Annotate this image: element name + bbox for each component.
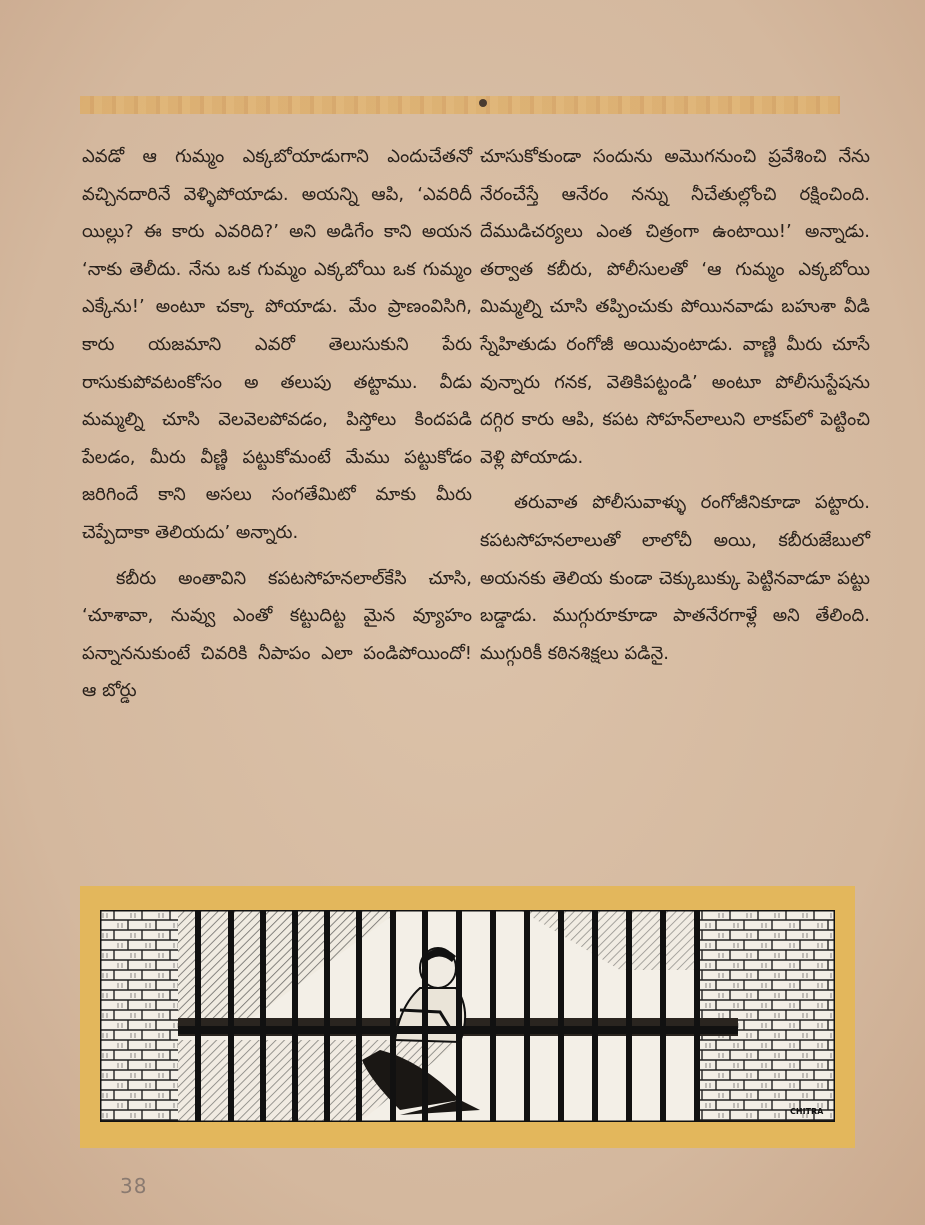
- jail-cell-illustration: [80, 886, 855, 1148]
- right-paragraph-2: తరువాత పోలీసువాళ్ళు రంగోజీనికూడా పట్టారు. కపటసోహనలాలుతో లాలోచీ అయి, కబీరుజేబులో అయనకు తెలియ కుండా చెక్కుబుక్కు పెట్టినవాడూ పట్టు బడ్డాడు. ముగ్గురూకూడా పాతనేరగాళ్లే అని తేలింది. ముగ్గురికీ కఠినశిక్షలు పడినై.: [480, 492, 870, 664]
- left-brick-wall: [100, 910, 178, 1122]
- decorative-header-band: [80, 96, 840, 114]
- artist-signature: CHITRA: [790, 1107, 824, 1116]
- right-text-column: [480, 138, 870, 672]
- jail-cell-drawing: [100, 910, 835, 1122]
- right-paragraph-1: చూసుకోకుండా సందును అమొగనుంచి ప్రవేశించి నేను నేరంచేస్తే ఆనేరం నన్ను నీచేతుల్లోంచి రక్షించింది. దేముడిచర్యలు ఎంత చిత్రంగా ఉంటాయి!’ అన్నాడు. తర్వాత కబీరు, పోలీసులతో ‘ఆ గుమ్మం ఎక్కబోయి మిమ్మల్ని చూసి తప్పించుకు పోయినవాడు బహుశా వీడి స్నేహితుడు రంగోజీ అయివుంటాడు. వాణ్ణి మీరు చూసే వున్నారు గనక, వెతికిపట్టండి’ అంటూ పోలీసుస్టేషను దగ్గిర కారు ఆపి, కపట సోహన్‌లాలుని లాకప్‌లో పెట్టించి వెళ్లి పోయాడు.: [480, 146, 870, 468]
- left-paragraph-2: కబీరు అంతావిని కపటసోహనలాల్‌కేసి చూసి, ‘చూశావా, నువ్వు ఎంతో కట్టుదిట్ట మైన వ్యూహం పన్నాననుకుంటే చివరికి నీపాపం ఎలా పండిపోయిందో! ఆ బోర్డు: [82, 567, 472, 702]
- ornament-dot: [479, 99, 487, 107]
- right-brick-wall: [700, 910, 835, 1122]
- page-number: 38: [120, 1174, 148, 1198]
- left-text-column: [82, 138, 472, 710]
- left-paragraph-1: ఎవడో ఆ గుమ్మం ఎక్కబోయాడుగాని ఎందుచేతనో వచ్చినదారినే వెళ్ళిపోయాడు. అయన్ని ఆపి, ‘ఎవరిదీ యిల్లు? ఈ కారు ఎవరిది?’ అని అడిగేం కాని అయన ‘నాకు తెలీదు. నేను ఒక గుమ్మం ఎక్కబోయి ఒక గుమ్మం ఎక్కేను!’ అంటూ చక్కా పోయాడు. మేం ప్రాణంవిసిగి, కారు యజమాని ఎవరో తెలుసుకుని పేరు రాసుకుపోవటంకోసం అ తలుపు తట్టాము. వీడు మమ్మల్ని చూసి వెలవెలపోవడం, పిస్తోలు కిందపడి పేలడం, మీరు వీణ్ణి పట్టుకోమంటే మేము పట్టుకోడం జరిగిందే కాని అసలు సంగతేమిటో మాకు మీరు చెప్పేదాకా తెలియదు’ అన్నారు.: [82, 146, 472, 543]
